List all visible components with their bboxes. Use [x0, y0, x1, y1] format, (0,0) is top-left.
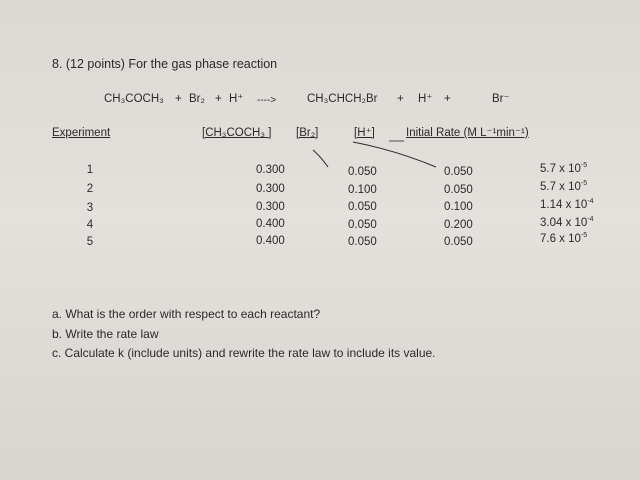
- product-bromoacetone: CH₃CHCH₂Br: [307, 93, 378, 105]
- pen-stroke-right: [353, 142, 436, 167]
- rate-mantissa: 3.04 x 10: [540, 217, 588, 229]
- hydrogen-ion-value: 0.200: [444, 219, 473, 231]
- product-hydrogen-ion: H⁺: [418, 93, 433, 105]
- hydrogen-ion-value: 0.100: [444, 201, 473, 213]
- acetone-value: 0.300: [256, 164, 285, 176]
- rate-exponent: -5: [580, 232, 588, 239]
- question-a: a. What is the order with respect to each reactant?: [52, 307, 321, 321]
- plus-sign: +: [397, 93, 404, 105]
- reaction-arrow: ---->: [257, 95, 277, 106]
- rate-mantissa: 1.14 x 10: [540, 199, 588, 211]
- rate-exponent: -4: [587, 216, 594, 223]
- acetone-value: 0.300: [256, 201, 285, 213]
- acetone-value: 0.400: [256, 235, 285, 247]
- header-hydrogen-ion: [H⁺]: [354, 127, 375, 139]
- hydrogen-ion-value: 0.050: [444, 236, 473, 248]
- rate-mantissa: 5.7 x 10: [540, 163, 581, 175]
- initial-rate-value: [540, 200, 594, 212]
- rate-exponent: -5: [580, 180, 588, 187]
- question-title: 8. (12 points) For the gas phase reaction: [52, 57, 278, 71]
- hydrogen-ion-value: 0.050: [444, 184, 473, 196]
- header-experiment: Experiment: [52, 127, 111, 139]
- acetone-value: 0.300: [256, 183, 285, 195]
- rate-mantissa: 5.7 x 10: [540, 181, 581, 193]
- header-initial-rate: Initial Rate (M L⁻¹min⁻¹): [406, 127, 529, 139]
- initial-rate-value: [540, 234, 587, 246]
- question-c: c. Calculate k (include units) and rewrite the rate law to include its value.: [52, 346, 436, 360]
- reactant-acetone: CH₃COCH₃: [104, 93, 164, 105]
- acetone-value: 0.400: [256, 218, 285, 230]
- experiment-number: 3: [86, 202, 94, 214]
- plus-sign: +: [444, 93, 451, 105]
- bromine-value: 0.050: [348, 166, 377, 178]
- experiment-number: 1: [86, 164, 94, 176]
- pen-stroke-left: [313, 150, 328, 167]
- initial-rate-value: [540, 164, 587, 176]
- experiment-number: 2: [86, 183, 94, 195]
- rate-exponent: -4: [587, 198, 594, 205]
- initial-rate-value: [540, 218, 594, 230]
- experiment-number: 5: [86, 236, 94, 248]
- bromine-value: 0.050: [348, 236, 377, 248]
- bromine-value: 0.100: [348, 184, 377, 196]
- reactant-bromine: Br₂: [189, 93, 205, 105]
- question-b: b. Write the rate law: [52, 327, 159, 341]
- bromine-value: 0.050: [348, 201, 377, 213]
- bromine-value: 0.050: [348, 219, 377, 231]
- product-bromide-ion: Br⁻: [492, 93, 510, 105]
- header-acetone: [CH₃COCH₃ ]: [202, 127, 272, 139]
- reactant-hydrogen-ion: H⁺: [229, 93, 244, 105]
- plus-sign: +: [215, 93, 222, 105]
- initial-rate-value: [540, 182, 587, 194]
- hydrogen-ion-value: 0.050: [444, 166, 473, 178]
- rate-exponent: -5: [580, 162, 588, 169]
- plus-sign: +: [175, 93, 182, 105]
- experiment-number: 4: [86, 219, 94, 231]
- header-bromine: [Br₂]: [296, 127, 319, 139]
- rate-mantissa: 7.6 x 10: [540, 233, 581, 245]
